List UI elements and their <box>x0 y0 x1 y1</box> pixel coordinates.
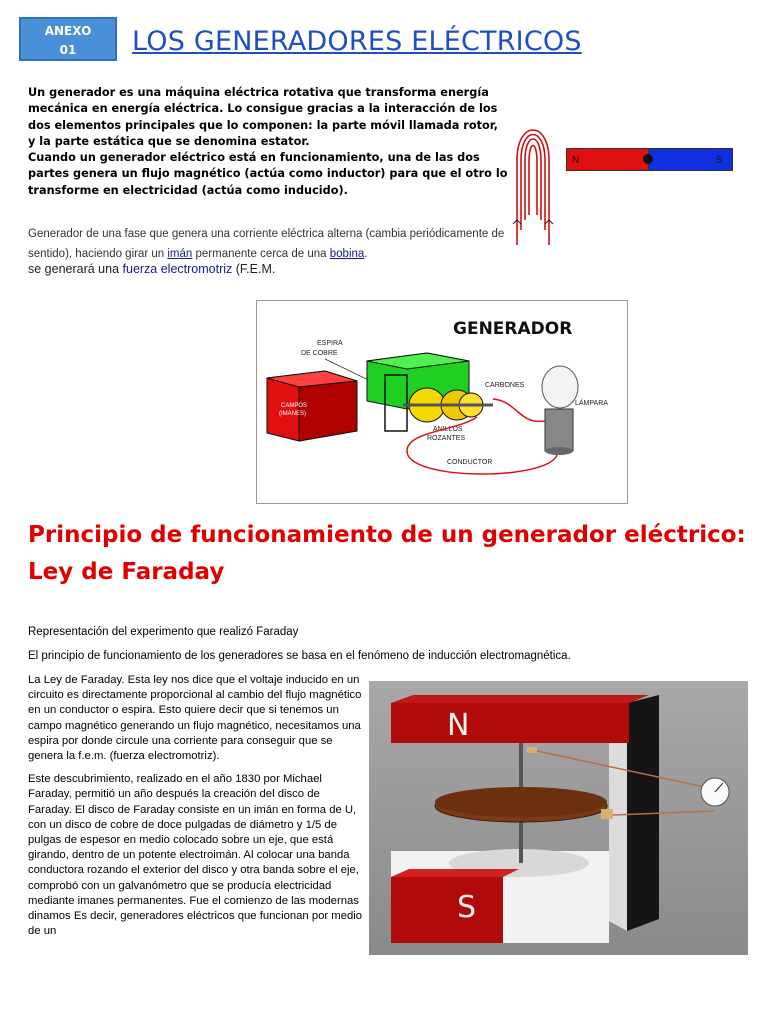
principle-paragraph: El principio de funcionamiento de los generadores se basa en el fenómeno de inducción electromagnética. <box>28 650 571 662</box>
faraday-north-label: N <box>447 708 470 743</box>
faraday-law-paragraph: La Ley de Faraday. Esta ley nos dice que el voltaje inducido en un circuito es directamente proporcional al cambio del flujo magnético en un conductor o espira. Esto quiere decir que si tenemos un campo magnético generando un flujo magnético, necesitamos una espira por donde circule una corriente para conseguir que se genera la f.e.m. (fuerza electromotriz). <box>28 674 362 763</box>
fem-text-a: se generará una <box>28 262 123 276</box>
iman-link[interactable]: imán <box>167 248 193 260</box>
label-cobre: DE COBRE <box>301 350 338 357</box>
label-espira: ESPIRA <box>317 340 343 347</box>
anexo-number: 01 <box>59 43 77 57</box>
label-anillos: ANILLOS <box>433 426 463 433</box>
fase-text-c: . <box>364 248 368 260</box>
single-phase-paragraph <box>28 224 508 264</box>
label-campos: CAMPOS <box>281 403 308 409</box>
fase-text-b: permanente cerca de una <box>192 248 330 260</box>
page-title: LOS GENERADORES ELÉCTRICOS <box>132 26 582 57</box>
faraday-disc-image <box>369 681 748 955</box>
intro-paragraph-1: Un generador es una máquina eléctrica rotativa que transforma energía mecánica en energía eléctrica. Lo consigue gracias a la interacción de los dos elementos principales que lo componen: la parte móvil llamada rotor, y la parte estática que se denomina estator. <box>28 86 498 148</box>
magnet-south-label: S <box>716 155 723 166</box>
fem-paragraph <box>28 262 275 276</box>
generator-diagram <box>256 300 628 504</box>
anexo-label: ANEXO <box>44 24 92 38</box>
coil-image <box>507 120 559 250</box>
faraday-text-column <box>28 673 363 947</box>
faraday-caption: Representación del experimento que realizó Faraday <box>28 626 299 638</box>
magnet-north-label: N <box>572 155 580 166</box>
generator-title: GENERADOR <box>453 319 573 339</box>
anexo-badge <box>19 17 117 61</box>
faraday-disc-paragraph: Este descubrimiento, realizado en el año 1830 por Michael Faraday, permitió un año después la creación del disco de Faraday. El disco de Faraday consiste en un imán en forma de U, con un disco de cobre de doce pulgadas de diámetro y 1/5 de pulgas de espesor en medio colocado sobre un eje, que está girando, dentro de un potente electroimán. Al colocar una banda conductora rozando el exterior del disco y otra banda sobre el eje, comprobó con un galvanómetro que se producía electricidad mediante imanes permanentes. Fue el comienzo de las modernas dinamos Es decir, generadores eléctricos que funcionan por medio de un <box>28 773 363 938</box>
label-lampara: LÁMPARA <box>575 400 608 407</box>
fem-link[interactable]: fuerza electromotriz <box>122 262 233 276</box>
bobina-link[interactable]: bobina <box>329 248 365 260</box>
bar-magnet-image <box>566 148 734 172</box>
label-conductor: CONDUCTOR <box>447 459 493 466</box>
faraday-south-label: S <box>457 890 477 925</box>
intro-paragraph-2: Cuando un generador eléctrico está en funcionamiento, una de las dos partes genera un flujo magnético (actúa como inductor) para que el otro lo transforme en electricidad (actúa como inducido). <box>28 151 508 197</box>
intro-text <box>28 85 508 199</box>
label-carbones: CARBONES <box>485 382 525 389</box>
section-heading: Principio de funcionamiento de un generador eléctrico: Ley de Faraday <box>28 522 746 585</box>
label-imanes: (IMANES) <box>279 411 306 417</box>
fase-text-a: Generador de una fase que genera una corriente eléctrica alterna (cambia periódicamente de sentido), haciendo girar un <box>28 228 505 260</box>
fem-text-b: (F.E.M. <box>232 262 276 276</box>
label-rozantes: ROZANTES <box>427 435 466 442</box>
